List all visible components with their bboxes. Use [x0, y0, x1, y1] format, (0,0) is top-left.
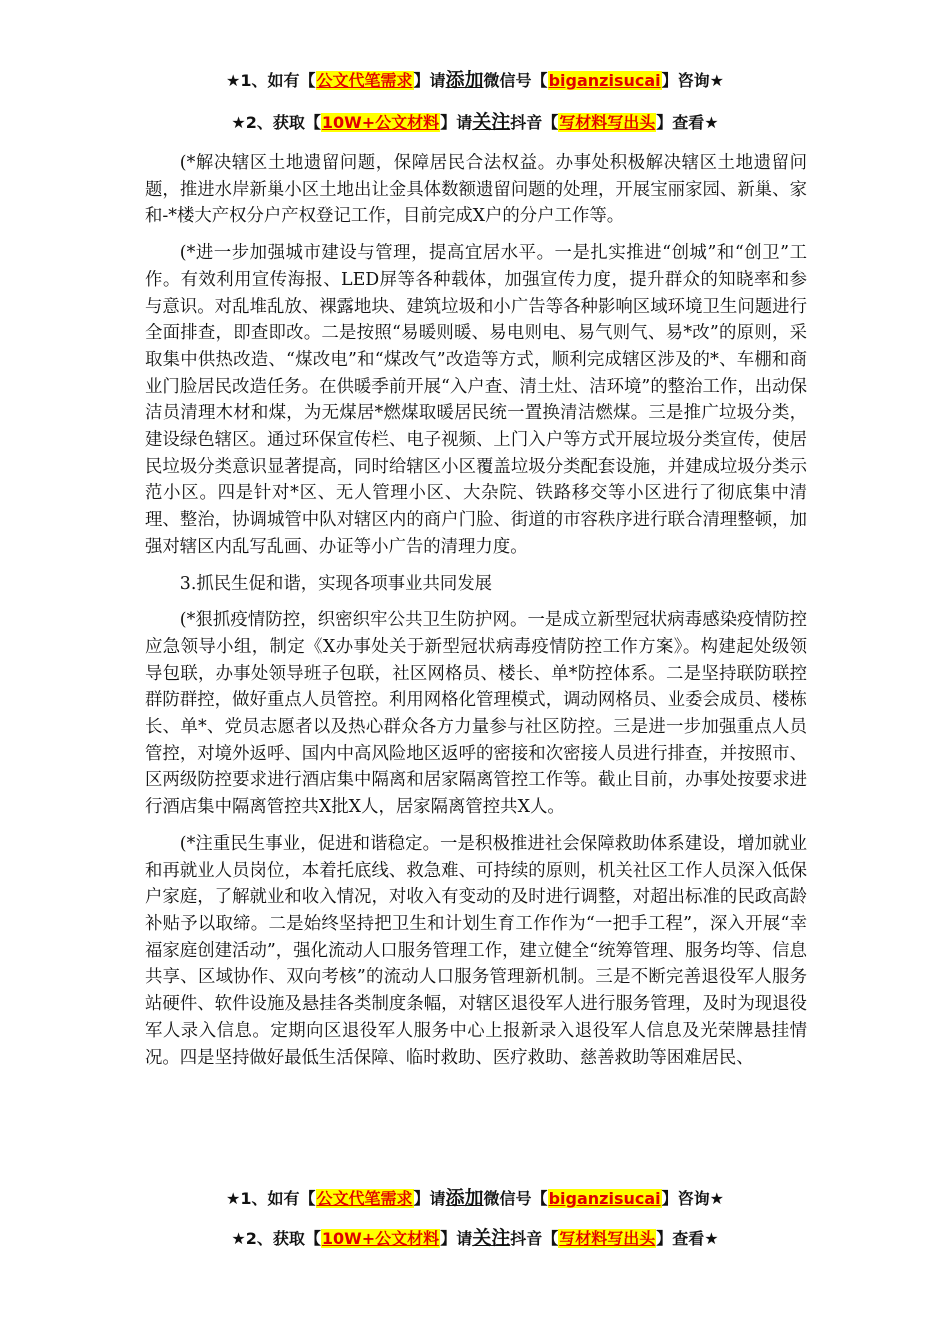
footer-ad-line-1: ★1、如有【公文代笔需求】请添加微信号【biganzisucai】咨询★ [226, 1187, 724, 1209]
highlight-text: 写材料写出头 [559, 113, 656, 132]
highlight-text: biganzisucai [548, 1189, 661, 1208]
star-icon: ★ [231, 1229, 246, 1248]
header-ad-line-1: ★1、如有【公文代笔需求】请添加微信号【biganzisucai】咨询★ [226, 69, 724, 91]
highlight-text: 写材料写出头 [559, 1229, 656, 1248]
paragraph: (*狠抓疫情防控，织密织牢公共卫生防护网。一是成立新型冠状病毒感染疫情防控应急领导小组，制定《X办事处关于新型冠状病毒疫情防控工作方案》。构建起处级领导包联，办事处领导班子包联，社区网格员、楼长、单*防控体系。二是坚持联防联控群防群控，做好重点人员管控。利用网格化管理模式，调动网格员、业委会成员、楼栋长、单*、党员志愿者以及热心群众各方力量参与社区防控。三是进一步加强重点人员管控，对境外返呼、国内中高风险地区返呼的密接和次密接人员进行排查，并按照市、区两级防控要求进行酒店集中隔离和居家隔离管控工作等。截止目前，办事处按要求进行酒店集中隔离管控共X批X人，居家隔离管控共X人。 [145, 610, 807, 818]
highlight-text: biganzisucai [548, 71, 661, 90]
section-heading: 3.抓民生促和谐，实现各项事业共同发展 [179, 573, 493, 594]
star-icon: ★ [226, 1189, 241, 1208]
document-body [145, 150, 807, 1081]
highlight-text: 10W+公文材料 [321, 1229, 440, 1248]
highlight-text: 公文代笔需求 [316, 71, 413, 90]
star-icon: ★ [226, 71, 241, 90]
highlight-text: 10W+公文材料 [321, 113, 440, 132]
header-ad-line-2: ★2、获取【10W+公文材料】请关注抖音【写材料写出头】查看★ [231, 111, 719, 133]
star-icon: ★ [231, 113, 246, 132]
paragraph: (*注重民生事业，促进和谐稳定。一是积极推进社会保障救助体系建设，增加就业和再就业人员岗位，本着托底线、救急难、可持续的原则，机关社区工作人员深入低保户家庭，了解就业和收入情况，对收入有变动的及时进行调整，对超出标准的民政高龄补贴予以取缔。二是始终坚持把卫生和计划生育工作作为“一把手工程”，深入开展“幸福家庭创建活动”，强化流动人口服务管理工作，建立健全“统筹管理、服务均等、信息共享、区域协作、双向考核”的流动人口服务管理新机制。三是不断完善退役军人服务站硬件、软件设施及悬挂各类制度条幅，对辖区退役军人进行服务管理，及时为现退役军人录入信息。定期向区退役军人服务中心上报新录入退役军人信息及光荣牌悬挂情况。四是坚持做好最低生活保障、临时救助、医疗救助、慈善救助等困难居民、 [145, 833, 807, 1068]
footer-ad-line-2: ★2、获取【10W+公文材料】请关注抖音【写材料写出头】查看★ [231, 1227, 719, 1249]
paragraph: (*解决辖区土地遗留问题，保障居民合法权益。办事处积极解决辖区土地遗留问题，推进水岸新巢小区土地出让金具体数额遗留问题的处理，开展宝丽家园、新巢、家和-*楼大产权分户产权登记工作，目前完成X户的分户工作等。 [145, 153, 807, 227]
paragraph: (*进一步加强城市建设与管理，提高宜居水平。一是扎实推进“创城”和“创卫”工作。有效利用宣传海报、LED屏等各种载体，加强宣传力度，提升群众的知晓率和参与意识。对乱堆乱放、裸露地块、建筑垃圾和小广告等各种影响区域环境卫生问题进行全面排查，即查即改。二是按照“易暖则暖、易电则电、易气则气、易*改”的原则，采取集中供热改造、“煤改电”和“煤改气”改造等方式，顺利完成辖区涉及的*、车棚和商业门脸居民改造任务。在供暖季前开展“入户查、清土灶、洁环境”的整治工作，出动保洁员清理木材和煤，为无煤居*燃煤取暖居民统一置换清洁燃煤。三是推广垃圾分类，建设绿色辖区。通过环保宣传栏、电子视频、上门入户等方式开展垃圾分类宣传，使居民垃圾分类意识显著提高，同时给辖区小区覆盖垃圾分类配套设施，并建成垃圾分类示范小区。四是针对*区、无人管理小区、大杂院、铁路移交等小区进行了彻底集中清理、整治，协调城管中队对辖区内的商户门脸、街道的市容秩序进行联合清理整顿，加强对辖区内乱写乱画、办证等小广告的清理力度。 [145, 243, 807, 557]
highlight-text: 公文代笔需求 [316, 1189, 413, 1208]
